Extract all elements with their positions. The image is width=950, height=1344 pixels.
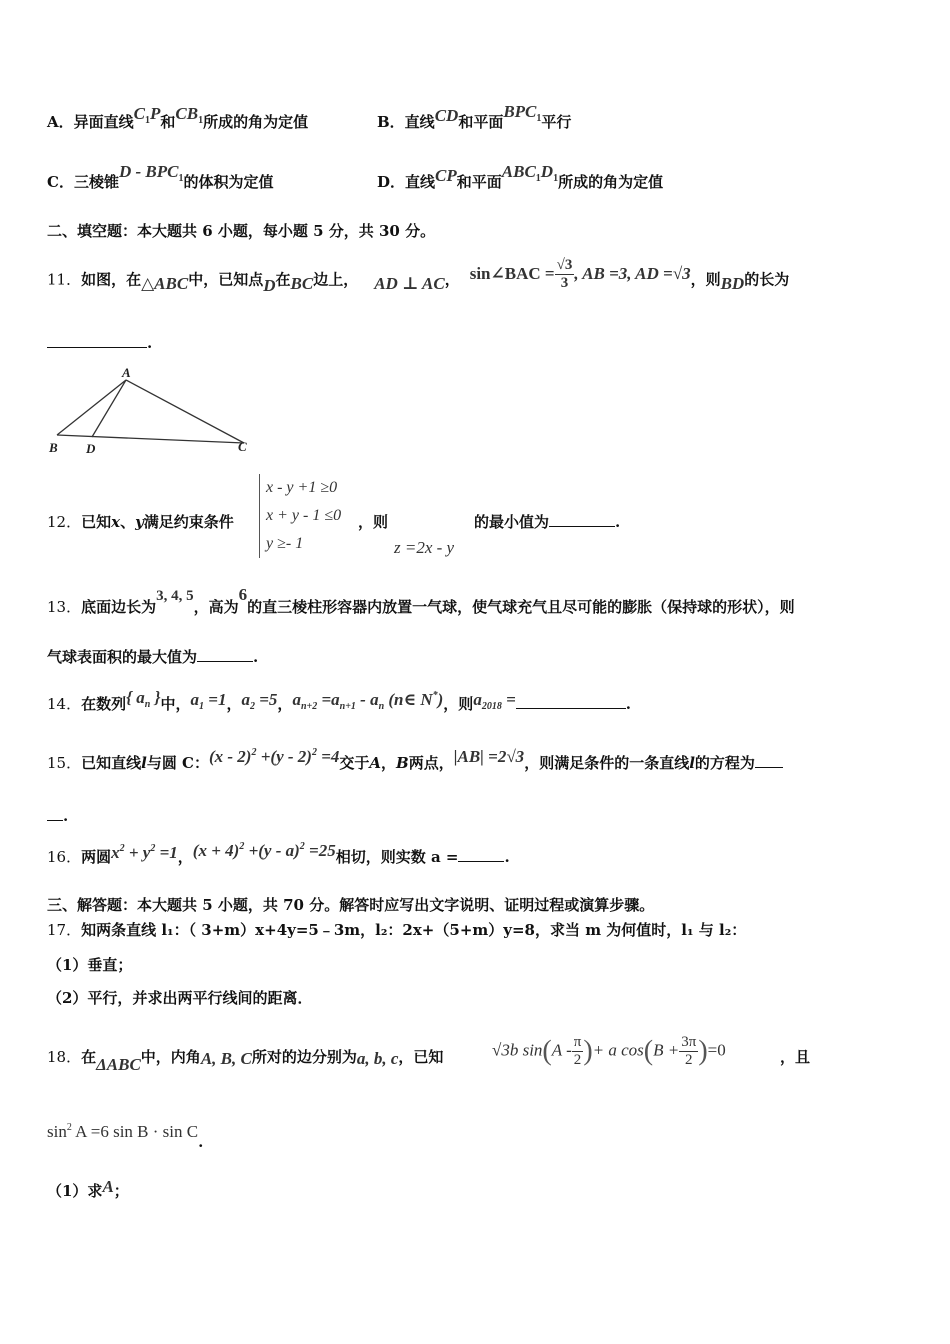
vertex-a: A bbox=[122, 365, 131, 380]
question-13-cont: 气球表面积的最大值为 . bbox=[47, 648, 259, 666]
question-15: 15．已知直线l与圆 C：(x - 2)$^2$ +(y - 2)$^2$ =4交于A，B两点，|AB| =2√3，则满足条件的一条直线l的方程为 bbox=[47, 753, 783, 776]
question-18-part-1: （1）求A； bbox=[47, 1177, 129, 1200]
q12-then: ，则 bbox=[358, 513, 389, 531]
question-18: 18．在ΔABC中，内角A, B, C所对的边分别为a, b, c，已知 bbox=[47, 1048, 444, 1074]
answer-blank-11[interactable]: . bbox=[47, 333, 152, 353]
question-17-part-2: （2）平行，并求出两平行线间的距离． bbox=[47, 989, 313, 1007]
constraint-system: x - y +1 ≥0 x + y - 1 ≤0 y ≥- 1 bbox=[259, 474, 341, 558]
vertex-c: C bbox=[238, 439, 247, 454]
q18-and: ，且 bbox=[780, 1048, 811, 1066]
question-16: 16．两圆$x^2 + y^2 =1$，$(x + 4)^2 +(y - a)^2 =25$相切，则实数 a = . bbox=[47, 841, 510, 866]
q18-equation: √3b sin(A - $\frac{\pi}{2}$ )+ a cos(B + $\frac{3\pi}{2}$ )=0 bbox=[492, 1034, 726, 1068]
question-17: 17．知两条直线 l₁：（ 3+m）x+4y=5﹣3m，l₂：2x+（5+m）y=8，求当 m 为何值时，l₁ 与 l₂： bbox=[47, 921, 747, 939]
option-c: C．三棱锥D - $BPC_1$的体积为定值 bbox=[47, 162, 274, 191]
question-12: 12．已知x、y满足约束条件 bbox=[47, 513, 234, 531]
objective-z: z =2x - y bbox=[394, 538, 455, 557]
edge-ab bbox=[57, 380, 126, 435]
question-13: 13．底面边长为3, 4, 5，高为6的直三棱柱形容器内放置一气球，使气球充气且尽可能的膨胀（保持球的形状），则 bbox=[47, 585, 795, 616]
q18-condition: $\sin^2 A =6$ sin B · sin C. bbox=[47, 1122, 204, 1151]
edge-ad bbox=[92, 380, 126, 437]
option-a: A．异面直线$C_1P$和$CB_1$所成的角为定值 bbox=[47, 104, 309, 131]
question-14: 14．在数列{ $a_n$ }中，$a_1 =1$，$a_2 =5$，$a_{n+2} =a_{n+1} - a_n$ (n∈ N*)，则$a_{2018}$ = . bbox=[47, 688, 631, 713]
edge-ac bbox=[126, 380, 244, 443]
question-11: 11．如图，在△ABC中，已知点D在BC边上， AD ⊥ AC， sin∠BAC = $\frac{√3}{3}$ , AB =3, AD =√3，则BD的长为 bbox=[47, 257, 790, 295]
triangle-figure bbox=[44, 364, 264, 460]
option-d: D．直线CP和平面$ABC_1D_1$所成的角为定值 bbox=[377, 162, 664, 191]
answer-blank-15[interactable]: . bbox=[47, 806, 68, 826]
section-3-heading: 三、解答题：本大题共 5 小题，共 70 分。解答时应写出文字说明、证明过程或演算步骤。 bbox=[47, 896, 655, 914]
section-2-heading: 二、填空题：本大题共 6 小题，每小题 5 分，共 30 分。 bbox=[47, 222, 436, 240]
question-17-part-1: （1）垂直； bbox=[47, 956, 133, 974]
vertex-d: D bbox=[86, 441, 96, 456]
q12-tail: 的最小值为 . bbox=[474, 513, 621, 531]
vertex-b: B bbox=[49, 440, 58, 455]
option-b: B．直线CD和平面$BPC_1$平行 bbox=[377, 102, 572, 131]
